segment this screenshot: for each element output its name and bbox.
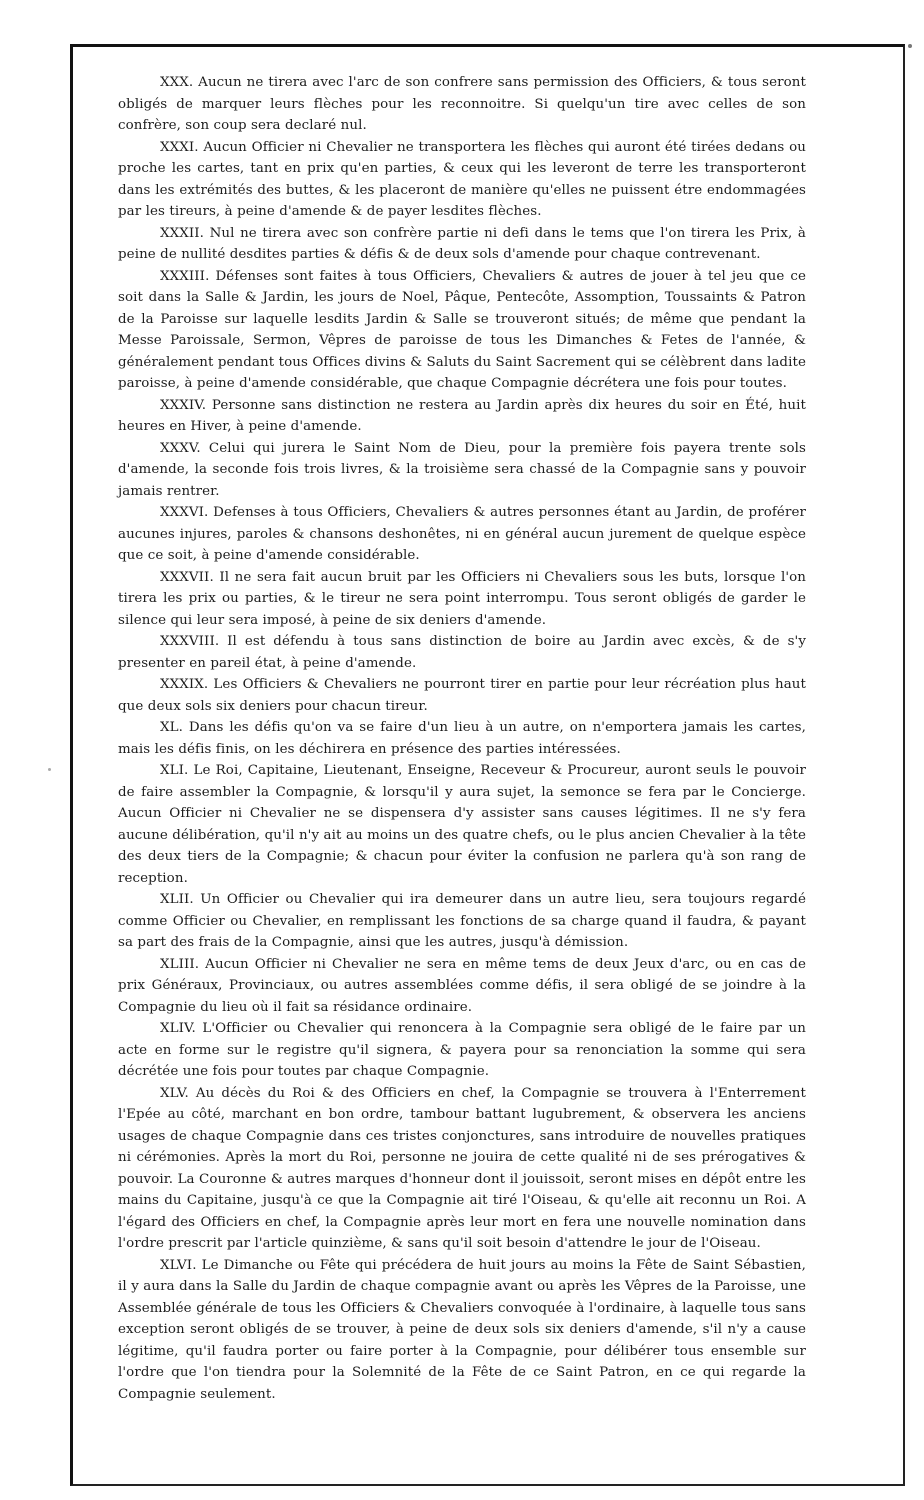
article-xlvi: XLVI. Le Dimanche ou Fête qui précédera de huit jours au moins la Fête de Saint Sébastien, il y aura dans la Salle du Jardin de chaque compagnie avant ou après les Vêpres de la Paroisse, une Assemblée générale de tous les Officiers & Chevaliers convoquée à l'ordinaire, à laquelle tous sans exception seront obligés de se trouver, à peine de deux sols six deniers d'amende, s'il n'y a cause légitime, qu'il faudra porter ou faire porter à la Compagnie, pour délibérer tous ensemble sur l'ordre que l'on tiendra pour la Solemnité de la Fête de ce Saint Patron, en ce qui regarde la Compagnie seulement. (118, 1257, 806, 1402)
document-body (118, 72, 806, 1405)
article-xliii: XLIII. Aucun Officier ni Chevalier ne sera en même tems de deux Jeux d'arc, ou en cas de prix Généraux, Provinciaux, ou autres assemblées comme défis, il sera obligé de se joindre à la Compagnie du lieu où il fait sa résidance ordinaire. (118, 956, 806, 1015)
article-xxxix: XXXIX. Les Officiers & Chevaliers ne pourront tirer en partie pour leur récréation plus haut que deux sols six deniers pour chacun tireur. (118, 677, 806, 714)
scan-speck (48, 768, 51, 771)
article-xxx: XXX. Aucun ne tirera avec l'arc de son confrere sans permission des Officiers, & tous seront obligés de marquer leurs flèches pour les reconnoitre. Si quelqu'un tire avec celles de son confrère, son coup sera declaré nul. (118, 75, 806, 133)
article-xli: XLI. Le Roi, Capitaine, Lieutenant, Enseigne, Receveur & Procureur, auront seuls le pouvoir de faire assembler la Compagnie, & lorsqu'il y aura sujet, la semonce se fera par le Concierge. Aucun Officier ni Chevalier ne se dispensera d'y assister sans causes légitimes. Il ne s'y fera aucune délibération, qu'il n'y ait au moins un des quatre chefs, ou le plus ancien Chevalier à la tête des deux tiers de la Compagnie; & chacun pour éviter la confusion ne parlera qu'à son rang de reception. (118, 763, 806, 886)
article-xxxiii: XXXIII. Défenses sont faites à tous Officiers, Chevaliers & autres de jouer à tel jeu que ce soit dans la Salle & Jardin, les jours de Noel, Pâque, Pentecôte, Assomption, Toussaints & Patron de la Paroisse sur laquelle lesdits Jardin & Salle se trouveront situés; de même que pendant la Messe Paroissale, Sermon, Vêpres de paroisse de tous les Dimanches & Fetes de l'année, & généralement pendant tous Offices divins & Saluts du Saint Sacrement qui se célèbrent dans ladite paroisse, à peine d'amende considérable, que chaque Compagnie décrétera une fois pour toutes. (118, 268, 806, 391)
article-xliv: XLIV. L'Officier ou Chevalier qui renoncera à la Compagnie sera obligé de le faire par un acte en forme sur le registre qu'il signera, & payera pour sa renonciation la somme qui sera décrétée une fois pour toutes par chaque Compagnie. (118, 1021, 806, 1079)
article-xxxiv: XXXIV. Personne sans distinction ne restera au Jardin après dix heures du soir en Été, huit heures en Hiver, à peine d'amende. (118, 397, 806, 434)
article-xxxvii: XXXVII. Il ne sera fait aucun bruit par les Officiers ni Chevaliers sous les buts, lorsque l'on tirera les prix ou parties, & le tireur ne sera point interrompu. Tous seront obligés de garder le silence qui leur sera imposé, à peine de six deniers d'amende. (118, 569, 806, 628)
article-xxxii: XXXII. Nul ne tirera avec son confrère partie ni defi dans le tems que l'on tirera les Prix, à peine de nullité desdites parties & défis & de deux sols d'amende pour chaque contrevenant. (118, 225, 806, 262)
article-xlv: XLV. Au décès du Roi & des Officiers en chef, la Compagnie se trouvera à l'Enterrement l'Epée au côté, marchant en bon ordre, tambour battant lugubrement, & observera les anciens usages de chaque Compagnie dans ces tristes conjonctures, sans introduire de nouvelles pratiques ni cérémonies. Après la mort du Roi, personne ne jouira de cette qualité ni de ses prérogatives & pouvoir. La Couronne & autres marques d'honneur dont il jouissoit, seront mises en dépôt entre les mains du Capitaine, jusqu'à ce que la Compagnie ait tiré l'Oiseau, & qu'elle ait reconnu un Roi. A l'égard des Officiers en chef, la Compagnie après leur mort en fera une nouvelle nomination dans l'ordre prescrit par l'article quinzième, & sans qu'il soit besoin d'attendre le jour de l'Oiseau. (118, 1085, 806, 1251)
article-xlii: XLII. Un Officier ou Chevalier qui ira demeurer dans un autre lieu, sera toujours regardé comme Officier ou Chevalier, en remplissant les fonctions de sa charge quand il faudra, & payant sa part des frais de la Compagnie, ainsi que les autres, jusqu'à démission. (118, 892, 806, 950)
article-xxxv: XXXV. Celui qui jurera le Saint Nom de Dieu, pour la première fois payera trente sols d'amende, la seconde fois trois livres, & la troisième sera chassé de la Compagnie sans y pouvoir jamais rentrer. (118, 440, 806, 499)
scan-speck (908, 44, 912, 48)
article-xxxvi: XXXVI. Defenses à tous Officiers, Chevaliers & autres personnes étant au Jardin, de proférer aucunes injures, paroles & chansons deshonêtes, ni en général aucun jurement de quelque espèce que ce soit, à peine d'amende considérable. (118, 505, 806, 563)
article-xl: XL. Dans les défis qu'on va se faire d'un lieu à un autre, on n'emportera jamais les cartes, mais les défis finis, on les déchirera en présence des parties intéressées. (118, 720, 806, 757)
article-xxxi: XXXI. Aucun Officier ni Chevalier ne transportera les flèches qui auront été tirées dedans ou proche les cartes, tant en prix qu'en parties, & ceux qui les leveront de terre les transporteront dans les extrémités des buttes, & les placeront de manière qu'elles ne puissent étre endommagées par les tireurs, à peine d'amende & de payer lesdites flèches. (118, 139, 806, 219)
article-xxxviii: XXXVIII. Il est défendu à tous sans distinction de boire au Jardin avec excès, & de s'y presenter en pareil état, à peine d'amende. (118, 634, 806, 671)
